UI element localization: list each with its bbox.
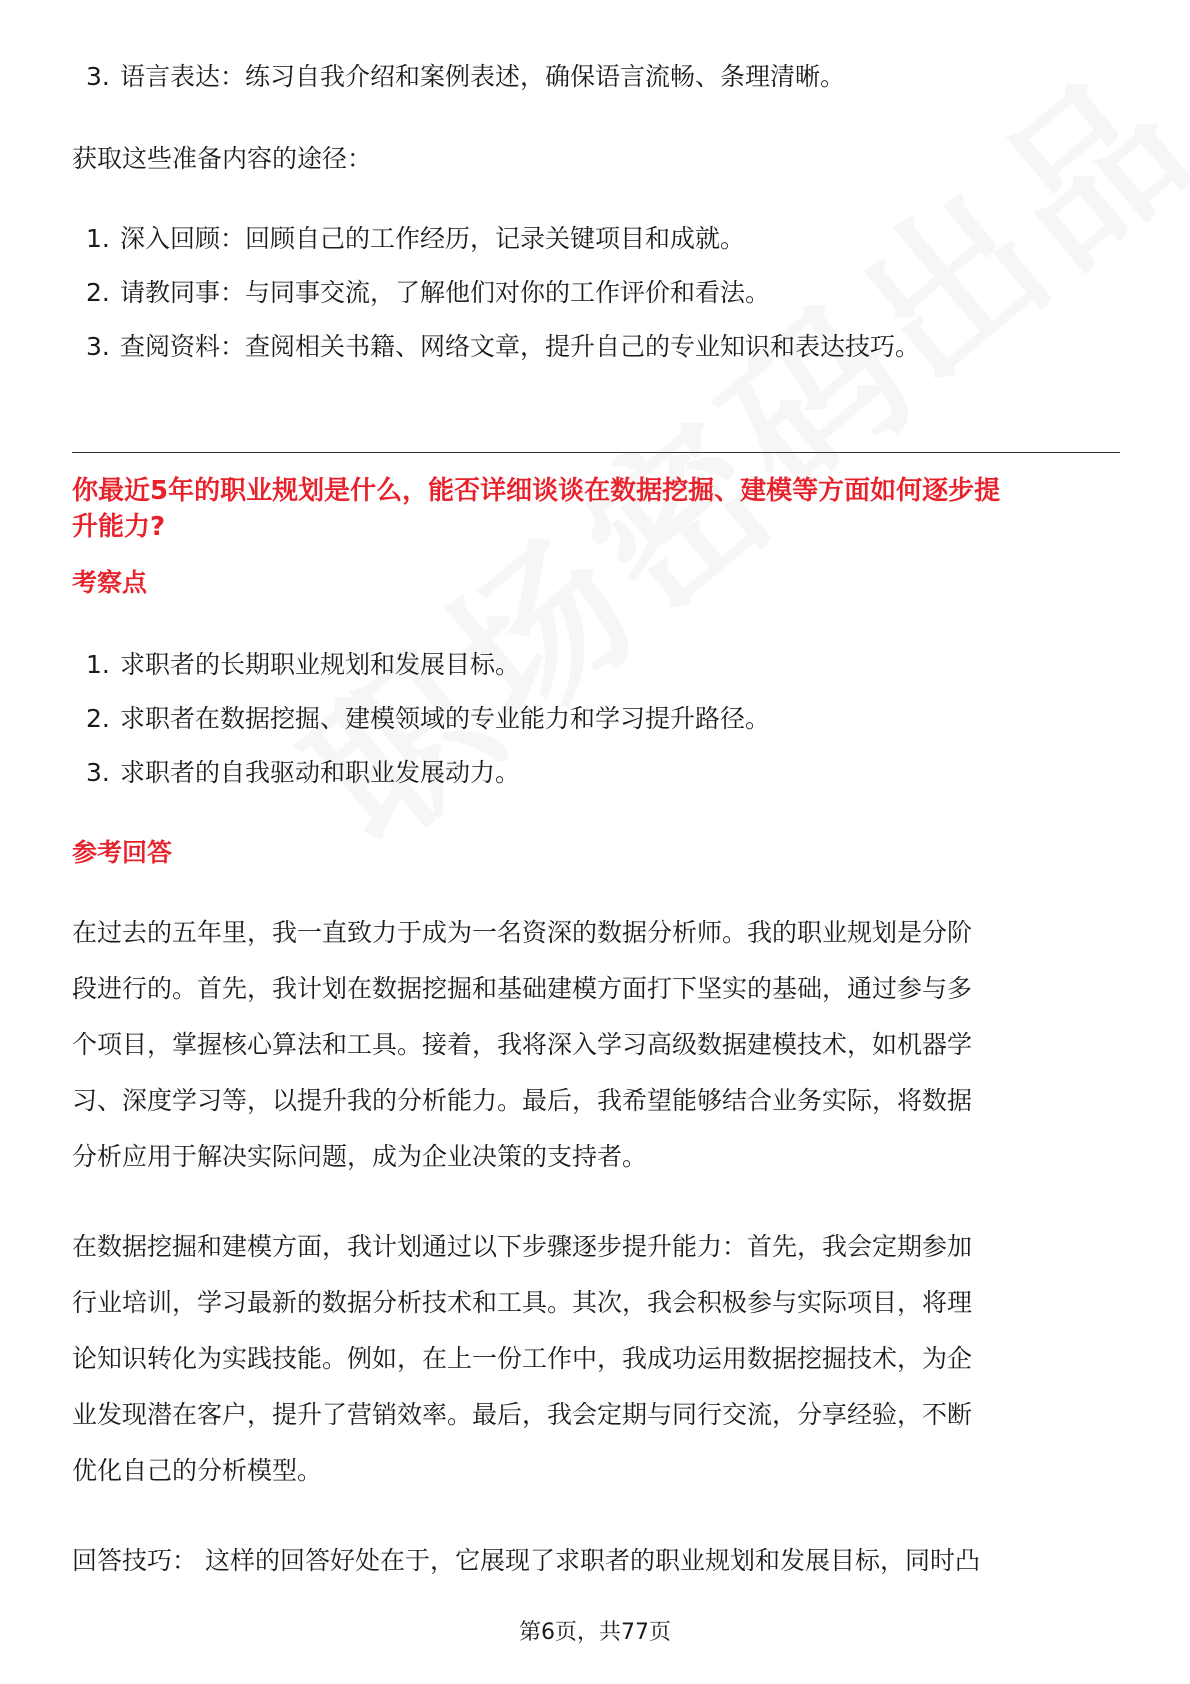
list-text: 语言表达：练习自我介绍和案例表述，确保语言流畅、条理清晰。 bbox=[120, 62, 846, 91]
list-number: 2. bbox=[86, 278, 110, 307]
list-item bbox=[86, 702, 770, 736]
answer-p2-line: 优化自己的分析模型。 bbox=[72, 1456, 323, 1485]
list-number: 2. bbox=[86, 704, 110, 733]
list-text: 求职者的长期职业规划和发展目标。 bbox=[120, 650, 521, 679]
list-text: 求职者的自我驱动和职业发展动力。 bbox=[120, 758, 521, 787]
list-text: 求职者在数据挖掘、建模领域的专业能力和学习提升路径。 bbox=[120, 704, 771, 733]
answer-p1-line: 段进行的。首先，我计划在数据挖掘和基础建模方面打下坚实的基础，通过参与多 bbox=[72, 974, 973, 1003]
answer-p1-line: 习、深度学习等，以提升我的分析能力。最后，我希望能够结合业务实际，将数据 bbox=[72, 1086, 973, 1115]
list-item bbox=[86, 648, 520, 682]
sources-intro: 获取这些准备内容的途径： bbox=[72, 144, 373, 173]
list-item bbox=[86, 60, 845, 94]
answer-p2-line: 论知识转化为实践技能。例如，在上一份工作中，我成功运用数据挖掘技术，为企 bbox=[72, 1344, 973, 1373]
section-divider bbox=[72, 452, 1120, 453]
answer-p2-line: 行业培训，学习最新的数据分析技术和工具。其次，我会积极参与实际项目，将理 bbox=[72, 1288, 973, 1317]
list-number: 1. bbox=[86, 224, 110, 253]
answer-p2-line: 业发现潜在客户，提升了营销效率。最后，我会定期与同行交流，分享经验，不断 bbox=[72, 1400, 973, 1429]
page-footer: 第6页，共77页 bbox=[519, 1620, 671, 1645]
question-heading-line2: 升能力? bbox=[72, 512, 166, 542]
answer-tips-line: 回答技巧： 这样的回答好处在于，它展现了求职者的职业规划和发展目标，同时凸 bbox=[72, 1546, 980, 1575]
answer-p1-line: 个项目，掌握核心算法和工具。接着，我将深入学习高级数据建模技术，如机器学 bbox=[72, 1030, 973, 1059]
answer-p2-line: 在数据挖掘和建模方面，我计划通过以下步骤逐步提升能力：首先，我会定期参加 bbox=[72, 1232, 973, 1261]
list-number: 3. bbox=[86, 62, 110, 91]
list-item bbox=[86, 222, 745, 256]
question-heading-line1: 你最近5年的职业规划是什么，能否详细谈谈在数据挖掘、建模等方面如何逐步提 bbox=[72, 476, 1001, 506]
list-number: 3. bbox=[86, 332, 110, 361]
list-number: 1. bbox=[86, 650, 110, 679]
answer-p1-line: 在过去的五年里，我一直致力于成为一名资深的数据分析师。我的职业规划是分阶 bbox=[72, 918, 973, 947]
list-item bbox=[86, 330, 920, 364]
list-item bbox=[86, 756, 520, 790]
list-item bbox=[86, 276, 770, 310]
list-text: 深入回顾：回顾自己的工作经历，记录关键项目和成就。 bbox=[120, 224, 746, 253]
list-text: 查阅资料：查阅相关书籍、网络文章，提升自己的专业知识和表达技巧。 bbox=[120, 332, 921, 361]
answer-title: 参考回答 bbox=[72, 838, 173, 867]
answer-p1-line: 分析应用于解决实际问题，成为企业决策的支持者。 bbox=[72, 1142, 648, 1171]
list-text: 请教同事：与同事交流，了解他们对你的工作评价和看法。 bbox=[120, 278, 771, 307]
checkpoints-title: 考察点 bbox=[72, 568, 148, 597]
list-number: 3. bbox=[86, 758, 110, 787]
